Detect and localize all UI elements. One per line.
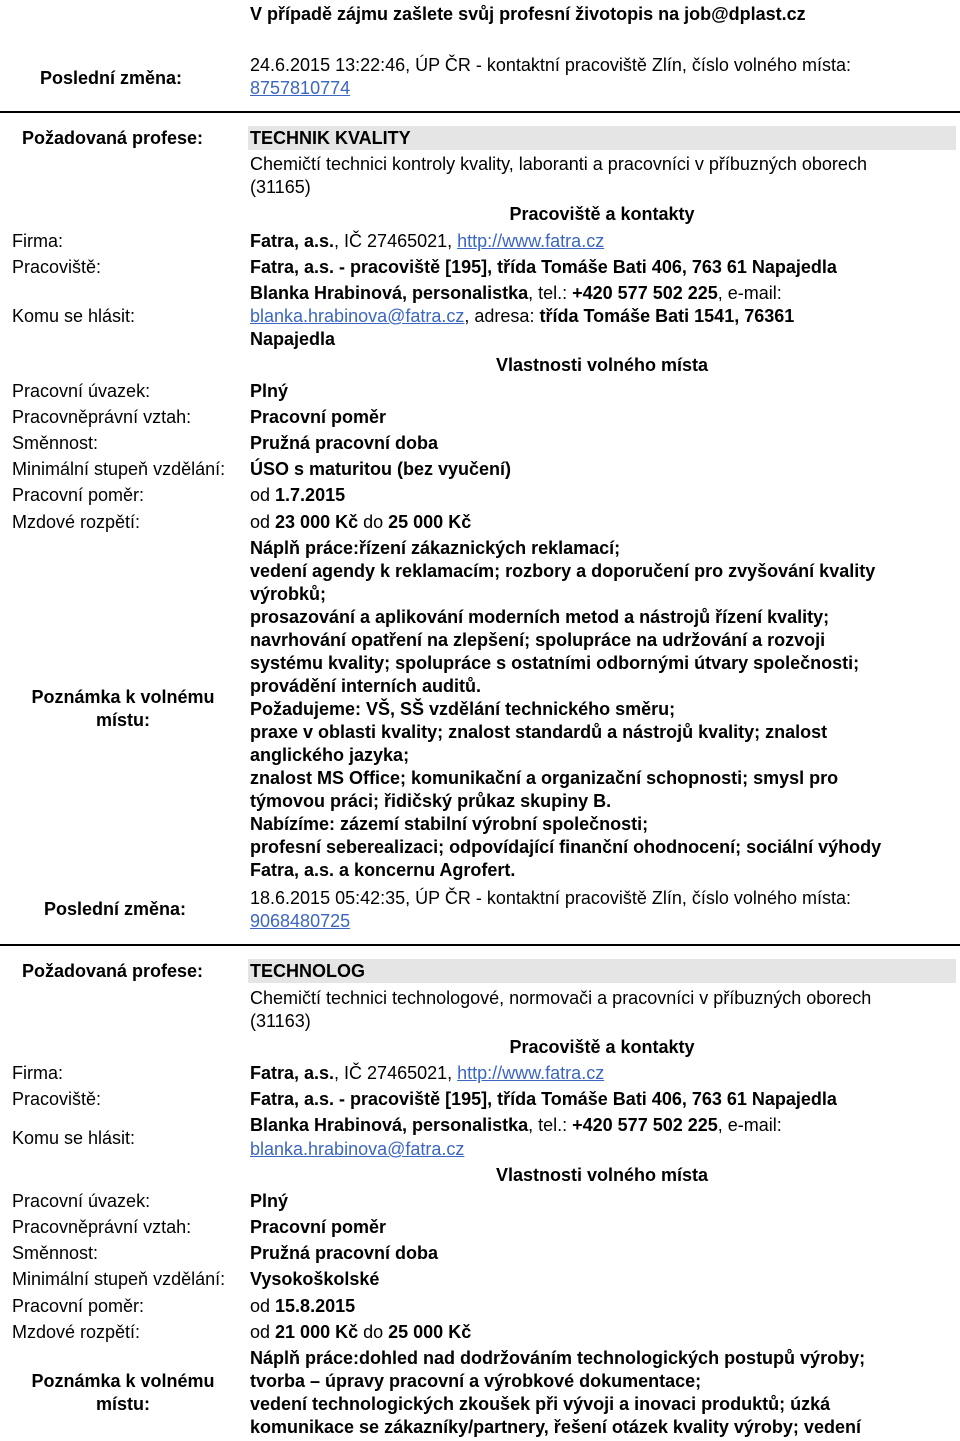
vacancy-number-link[interactable]: 9068480725 xyxy=(250,911,351,931)
contact-email-label: , e-mail: xyxy=(717,283,782,303)
section-contacts: Pracoviště a kontakty xyxy=(509,1037,695,1057)
workload-label: Pracovní úvazek: xyxy=(12,1191,151,1211)
last-change-label: Poslední změna: xyxy=(44,899,187,919)
contact-name: Blanka Hrabinová, personalistka xyxy=(250,283,529,303)
contact-email-link[interactable]: blanka.hrabinova@fatra.cz xyxy=(250,1139,465,1159)
note-label xyxy=(12,686,234,732)
firm-value xyxy=(250,230,604,253)
note-line: tvorba – úpravy pracovní a výrobkové dokumentace; xyxy=(250,1371,702,1391)
firm-name: Fatra, a.s. xyxy=(250,1063,335,1083)
note-text xyxy=(250,537,956,882)
workplace-value: Fatra, a.s. - pracoviště [195], třída Tomáše Bati 406, 763 61 Napajedla xyxy=(250,1089,837,1109)
employment-date: 1.7.2015 xyxy=(275,485,346,505)
note-line: anglického jazyka; xyxy=(250,745,410,765)
note-line: znalost MS Office; komunikační a organizační schopnosti; smysl pro xyxy=(250,768,839,788)
address-line2: Napajedla xyxy=(250,329,336,349)
shifts-value: Pružná pracovní doba xyxy=(250,433,439,453)
section-properties: Vlastnosti volného místa xyxy=(495,1165,709,1185)
firm-value xyxy=(250,1062,604,1085)
employment-prefix: od xyxy=(250,485,276,505)
job-title: TECHNIK KVALITY xyxy=(250,128,411,148)
firm-label: Firma: xyxy=(12,1063,63,1083)
firm-url-link[interactable]: http://www.fatra.cz xyxy=(457,231,605,251)
job-title: TECHNOLOG xyxy=(250,961,365,981)
salary-from: 23 000 Kč xyxy=(275,512,359,532)
salary-value xyxy=(250,511,471,534)
salary-label: Mzdové rozpětí: xyxy=(12,1322,141,1342)
note-line: systému kvality; spolupráce s ostatními odbornými útvary společnosti; xyxy=(250,653,860,673)
note-text xyxy=(250,1347,956,1439)
note-line: vedení agendy k reklamacím; rozbory a doporučení pro zvyšování kvality xyxy=(250,561,876,581)
workplace-value: Fatra, a.s. - pracoviště [195], třída Tomáše Bati 406, 763 61 Napajedla xyxy=(250,257,837,277)
note-line: navrhování opatření na zlepšení; spolupráce na udržování a rozvoji xyxy=(250,630,826,650)
employment-date: 15.8.2015 xyxy=(275,1296,356,1316)
relation-value: Pracovní poměr xyxy=(250,407,387,427)
education-value: ÚSO s maturitou (bez vyučení) xyxy=(250,459,512,479)
relation-label: Pracovněprávní vztah: xyxy=(12,1217,192,1237)
shifts-label: Směnnost: xyxy=(12,433,99,453)
contact-email-label: , e-mail: xyxy=(717,1115,782,1135)
note-line: praxe v oblasti kvality; znalost standardů a nástrojů kvality; znalost xyxy=(250,722,828,742)
salary-to: 25 000 Kč xyxy=(388,1322,472,1342)
job-category-code: (31163) xyxy=(250,1011,311,1031)
salary-to: 25 000 Kč xyxy=(388,512,472,532)
firm-url-link[interactable]: http://www.fatra.cz xyxy=(457,1063,605,1083)
employment-label: Pracovní poměr: xyxy=(12,485,145,505)
employment-value xyxy=(250,1295,355,1318)
last-change-text: 24.6.2015 13:22:46, ÚP ČR - kontaktní pracoviště Zlín, číslo volného místa: xyxy=(250,55,851,75)
note-line: komunikace se zákazníky/partnery, řešení otázek kvality výroby; vedení xyxy=(250,1417,861,1437)
firm-name: Fatra, a.s. xyxy=(250,231,335,251)
last-change-label: Poslední změna: xyxy=(40,68,183,88)
address-label: , adresa: xyxy=(464,306,540,326)
note-label-line2: místu: xyxy=(96,1394,150,1414)
note-line: Požadujeme: VŠ, SŠ vzdělání technického směru; xyxy=(250,699,676,719)
workload-label: Pracovní úvazek: xyxy=(12,381,151,401)
contact-tel: +420 577 502 225 xyxy=(572,283,718,303)
note-line: Nabízíme: zázemí stabilní výrobní společnosti; xyxy=(250,814,649,834)
workload-value: Plný xyxy=(250,381,289,401)
note-label-line2: místu: xyxy=(96,710,150,730)
education-value: Vysokoškolské xyxy=(250,1269,380,1289)
contact-email-link[interactable]: blanka.hrabinova@fatra.cz xyxy=(250,306,465,326)
shifts-label: Směnnost: xyxy=(12,1243,99,1263)
shifts-value: Pružná pracovní doba xyxy=(250,1243,439,1263)
salary-value xyxy=(250,1321,471,1344)
contact-label: Komu se hlásit: xyxy=(12,1128,136,1148)
note-label-line1: Poznámka k volnému xyxy=(31,687,215,707)
salary-to-prefix: do xyxy=(358,512,389,532)
education-label: Minimální stupeň vzdělání: xyxy=(12,459,226,479)
last-change-text: 18.6.2015 05:42:35, ÚP ČR - kontaktní pracoviště Zlín, číslo volného místa: xyxy=(250,888,851,908)
job-category: Chemičtí technici technologové, normovači a pracovníci v příbuzných oborech xyxy=(250,988,872,1008)
relation-value: Pracovní poměr xyxy=(250,1217,387,1237)
salary-from-prefix: od xyxy=(250,1322,276,1342)
firm-ico: , IČ 27465021, xyxy=(334,231,458,251)
workplace-label: Pracoviště: xyxy=(12,257,102,277)
contact-email-row xyxy=(250,305,794,328)
profession-label: Požadovaná profese: xyxy=(22,961,204,981)
note-label-line1: Poznámka k volnému xyxy=(31,1371,215,1391)
section-divider xyxy=(0,111,960,113)
vacancy-number-link[interactable]: 8757810774 xyxy=(250,78,351,98)
firm-label: Firma: xyxy=(12,231,63,251)
education-label: Minimální stupeň vzdělání: xyxy=(12,1269,226,1289)
note-line: prosazování a aplikování moderních metod a nástrojů řízení kvality; xyxy=(250,607,830,627)
contact-label: Komu se hlásit: xyxy=(12,306,136,326)
note-line: výrobků; xyxy=(250,584,327,604)
profession-label: Požadovaná profese: xyxy=(22,128,204,148)
section-divider xyxy=(0,944,960,946)
contact-name: Blanka Hrabinová, personalistka xyxy=(250,1115,529,1135)
note-line: týmovou práci; řidičský průkaz skupiny B. xyxy=(250,791,612,811)
relation-label: Pracovněprávní vztah: xyxy=(12,407,192,427)
apply-instructions: V případě zájmu zašlete svůj profesní životopis na job@dplast.cz xyxy=(250,4,806,24)
salary-from-prefix: od xyxy=(250,512,276,532)
section-properties: Vlastnosti volného místa xyxy=(495,355,709,375)
note-label xyxy=(12,1370,234,1416)
employment-prefix: od xyxy=(250,1296,276,1316)
contact-tel-label: , tel.: xyxy=(528,283,573,303)
contact-tel-label: , tel.: xyxy=(528,1115,573,1135)
contact-person xyxy=(250,282,782,305)
job-category-code: (31165) xyxy=(250,177,311,197)
employment-label: Pracovní poměr: xyxy=(12,1296,145,1316)
workload-value: Plný xyxy=(250,1191,289,1211)
note-line: vedení technologických zkoušek při vývoji a inovaci produktů; úzká xyxy=(250,1394,831,1414)
address-line1: třída Tomáše Bati 1541, 76361 xyxy=(539,306,795,326)
note-line: profesní seberealizaci; odpovídající finanční ohodnocení; sociální výhody xyxy=(250,837,882,857)
note-line: Náplň práce:dohled nad dodržováním technologických postupů výroby; xyxy=(250,1348,866,1368)
workplace-label: Pracoviště: xyxy=(12,1089,102,1109)
section-contacts: Pracoviště a kontakty xyxy=(509,204,695,224)
contact-tel: +420 577 502 225 xyxy=(572,1115,718,1135)
salary-label: Mzdové rozpětí: xyxy=(12,512,141,532)
note-line: provádění interních auditů. xyxy=(250,676,482,696)
salary-to-prefix: do xyxy=(358,1322,389,1342)
employment-value xyxy=(250,484,345,507)
note-line: Fatra, a.s. a koncernu Agrofert. xyxy=(250,860,516,880)
salary-from: 21 000 Kč xyxy=(275,1322,359,1342)
note-line: Náplň práce:řízení zákaznických reklamací; xyxy=(250,538,621,558)
firm-ico: , IČ 27465021, xyxy=(334,1063,458,1083)
contact-person xyxy=(250,1114,782,1137)
job-category: Chemičtí technici kontroly kvality, laboranti a pracovníci v příbuzných oborech xyxy=(250,154,867,174)
